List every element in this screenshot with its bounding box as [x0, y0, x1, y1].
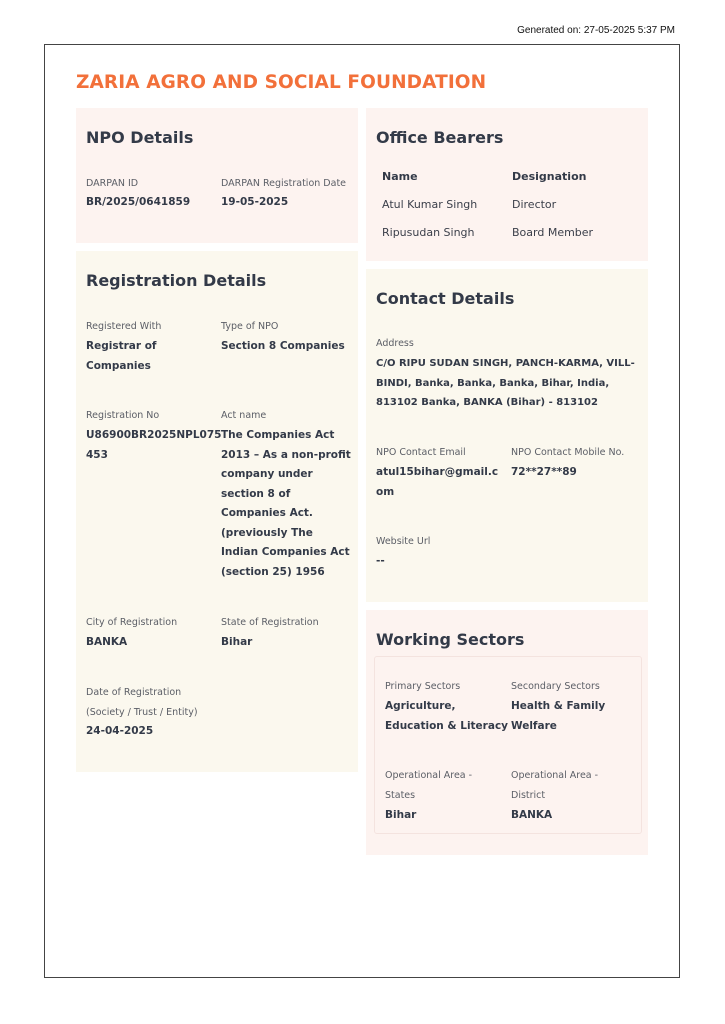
npo-details-card	[76, 108, 358, 243]
npo-type-label: Type of NPO	[221, 321, 279, 332]
address-value: C/O RIPU SUDAN SINGH, PANCH-KARMA, VILL- BINDI, Banka, Banka, Banka, Bihar, India, 813102 Banka, BANKA (Bihar) - 813102	[376, 358, 635, 408]
state-of-registration-label: State of Registration	[221, 617, 319, 628]
act-name-value: The Companies Act 2013 – As a non-profit company under section 8 of Companies Act. (previously The Indian Companies Act (section 25) 1956	[221, 429, 351, 578]
act-name-label: Act name	[221, 410, 267, 421]
registered-with-value: Registrar of Companies	[86, 340, 157, 372]
darpan-id-label: DARPAN ID	[86, 178, 139, 189]
contact-email-label: NPO Contact Email	[376, 447, 466, 458]
darpan-reg-date-value: 19-05-2025	[221, 196, 289, 208]
generated-timestamp: Generated on: 27-05-2025 5:37 PM	[517, 25, 675, 36]
bearer-name: Atul Kumar Singh	[382, 198, 478, 211]
npo-type-value: Section 8 Companies	[221, 340, 345, 352]
date-of-registration-value: 24-04-2025	[86, 725, 154, 737]
bearer-name-header: Name	[382, 170, 418, 183]
bearer-designation: Board Member	[512, 226, 594, 239]
bearer-name: Ripusudan Singh	[382, 226, 475, 239]
office-bearers-title: Office Bearers	[376, 128, 504, 147]
working-sectors-card	[366, 610, 648, 855]
state-of-registration-value: Bihar	[221, 636, 253, 648]
bearer-designation-header: Designation	[512, 170, 587, 183]
city-of-registration-value: BANKA	[86, 636, 128, 648]
contact-email-value: atul15bihar@gmail.c om	[376, 466, 499, 498]
darpan-reg-date-label: DARPAN Registration Date	[221, 178, 347, 189]
darpan-id-value: BR/2025/0641859	[86, 196, 191, 208]
date-of-registration-label: Date of Registration (Society / Trust / Entity)	[86, 687, 198, 718]
organization-name: ZARIA AGRO AND SOCIAL FOUNDATION	[76, 72, 487, 93]
bearer-designation: Director	[512, 198, 557, 211]
contact-mobile-value: 72**27**89	[511, 466, 577, 478]
contact-details-title: Contact Details	[376, 289, 515, 308]
website-url-value: --	[376, 555, 385, 567]
secondary-sectors-value: Health & Family Welfare	[511, 700, 606, 732]
npo-details-title: NPO Details	[86, 128, 194, 147]
contact-mobile-label: NPO Contact Mobile No.	[511, 447, 625, 458]
primary-sectors-value: Agriculture, Education & Literacy	[385, 700, 509, 732]
contact-details-card	[366, 269, 648, 602]
registration-no-value: U86900BR2025NPL075 453	[86, 429, 222, 461]
operational-area-district-value: BANKA	[511, 809, 553, 821]
primary-sectors-label: Primary Sectors	[385, 681, 461, 692]
operational-area-district-label: Operational Area - District	[511, 770, 599, 801]
registration-details-card	[76, 251, 358, 772]
registration-details-title: Registration Details	[86, 271, 267, 290]
website-url-label: Website Url	[376, 536, 431, 547]
address-label: Address	[376, 338, 414, 349]
operational-area-states-value: Bihar	[385, 809, 417, 821]
secondary-sectors-label: Secondary Sectors	[511, 681, 600, 692]
office-bearers-card	[366, 108, 648, 261]
registered-with-label: Registered With	[86, 321, 162, 332]
city-of-registration-label: City of Registration	[86, 617, 178, 628]
working-sectors-title: Working Sectors	[376, 630, 525, 649]
registration-no-label: Registration No	[86, 410, 160, 421]
operational-area-states-label: Operational Area - States	[385, 770, 473, 801]
